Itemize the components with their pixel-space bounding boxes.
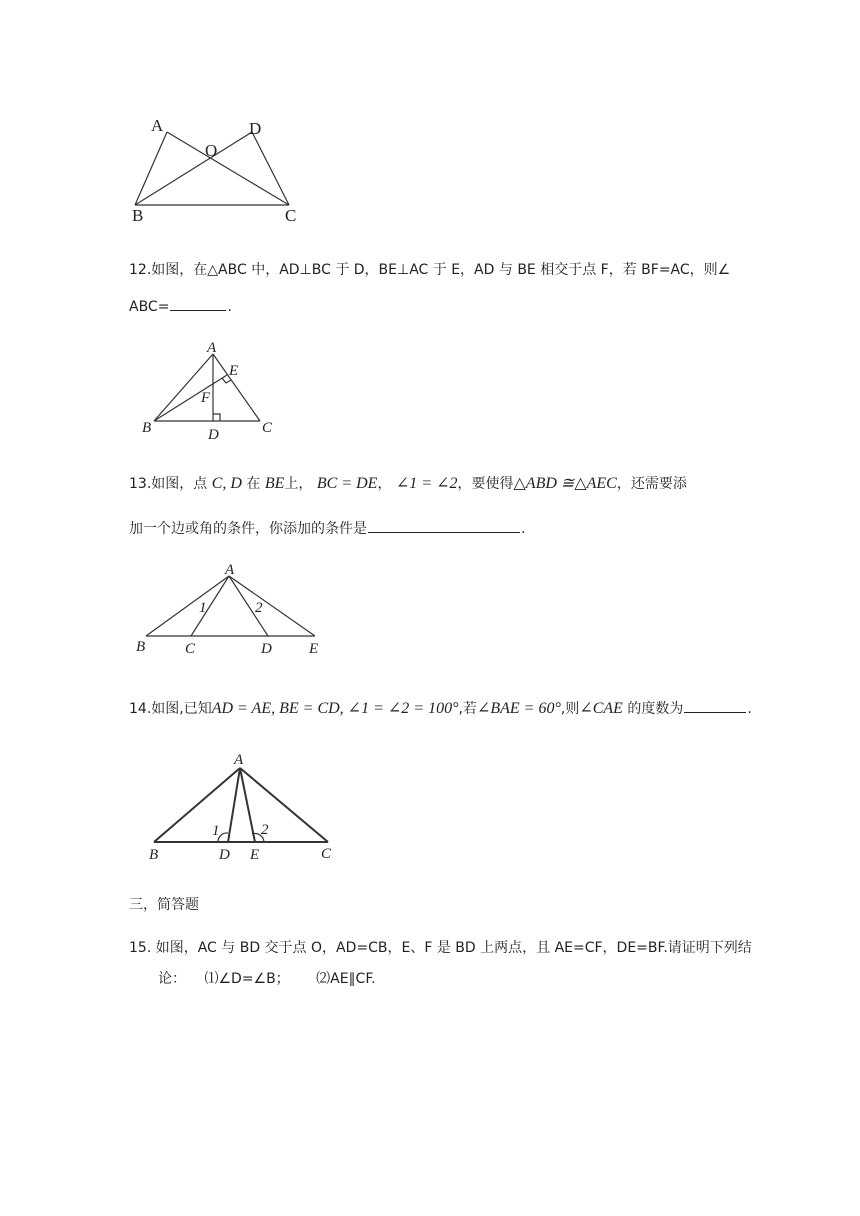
- q13-label-2: 2: [255, 600, 263, 616]
- q12-segment-ab: [154, 354, 213, 421]
- q13-segment-ab: [146, 576, 229, 636]
- q14-math-cae: ∠CAE: [579, 700, 623, 717]
- q13-line2: [129, 519, 525, 539]
- q14-segment-ad: [228, 768, 240, 842]
- q13-math-eq: BC = DE: [316, 475, 378, 492]
- q13-segment-ae: [229, 576, 315, 636]
- q14-label-d: D: [219, 847, 230, 863]
- q12-line2: [129, 297, 232, 317]
- label-a: A: [151, 116, 164, 135]
- q14-label-a: A: [234, 752, 244, 768]
- q12-line1: 12.如图，在△ABC 中，AD⊥BC 于 D，BE⊥AC 于 E，AD 与 BE 相交于点 F，若 BF=AC，则∠: [129, 262, 731, 278]
- q13-label-d: D: [261, 641, 272, 657]
- q13-math-be: BE: [264, 475, 285, 492]
- q13-math-cd: C, D: [211, 475, 242, 492]
- q12-label-d: D: [208, 427, 219, 443]
- q14-math-given: AD = AE, BE = CD, ∠1 = ∠2 = 100°: [211, 700, 459, 717]
- figure-q14: [140, 745, 340, 870]
- q14-mid: ,若: [458, 701, 477, 717]
- q14-line: [129, 699, 752, 719]
- q13-text-c: 上，: [284, 476, 313, 492]
- q14-prefix: 14.如图,已知: [129, 701, 212, 717]
- q14-then: ,则: [560, 701, 580, 717]
- q12-label-b: B: [142, 420, 152, 436]
- section3-title: 三，简答题: [129, 897, 199, 913]
- q15-part1: ⑴∠D=∠B；: [204, 971, 290, 987]
- q12-label-e: E: [229, 363, 239, 379]
- label-c: C: [285, 206, 297, 225]
- q14-suffix: 的度数为: [627, 701, 684, 717]
- q14-label-1: 1: [212, 823, 220, 839]
- figure-q13: [130, 560, 330, 660]
- q12-answer-blank[interactable]: [170, 297, 226, 311]
- q14-label-2: 2: [261, 822, 269, 838]
- q13-math-cong: △ABD ≅△AEC: [513, 475, 617, 492]
- q13-line2-suffix: .: [521, 521, 526, 537]
- q12-label-c: C: [262, 420, 273, 436]
- q15-part2: ⑵AE∥CF.: [316, 971, 376, 987]
- q13-answer-blank[interactable]: [368, 519, 520, 533]
- q14-label-b: B: [149, 847, 159, 863]
- segment-ab: [135, 132, 167, 205]
- q13-text-e: ，要使得: [457, 476, 514, 492]
- q13-segment-ac: [191, 576, 229, 636]
- q14-segment-ab: [154, 768, 240, 842]
- q14-label-c: C: [321, 846, 332, 862]
- label-b: B: [132, 206, 144, 225]
- q13-text-a: 13.如图，点: [129, 476, 208, 492]
- q12-label-a: A: [207, 340, 217, 356]
- q14-end: .: [747, 701, 752, 717]
- q12-right-angle-d: [213, 414, 220, 421]
- q13-text-f: ，还需要添: [616, 476, 687, 492]
- q15-line1: 15. 如图，AC 与 BD 交于点 O，AD=CB，E、F 是 BD 上两点，且 AE=CF，DE=BF.请证明下列结: [129, 940, 752, 956]
- q12-label-f: F: [201, 390, 211, 406]
- q13-label-e: E: [309, 641, 319, 657]
- q13-text-d: ，: [377, 476, 392, 492]
- q13-label-a: A: [225, 562, 235, 578]
- q13-label-1: 1: [199, 600, 207, 616]
- q12-line2-prefix: ABC=: [129, 299, 170, 315]
- q13-line2-prefix: 加一个边或角的条件，你添加的条件是: [129, 521, 367, 537]
- q12-line2-suffix: .: [227, 299, 232, 315]
- q14-math-bae: ∠BAE = 60°: [476, 700, 561, 717]
- q13-line1: [129, 474, 687, 494]
- q13-label-c: C: [185, 641, 196, 657]
- figure-top-triangles: [125, 110, 315, 230]
- label-o: O: [205, 141, 218, 160]
- q15-line2-lead: 论：: [158, 971, 186, 987]
- label-d: D: [249, 119, 262, 138]
- q14-answer-blank[interactable]: [684, 699, 746, 713]
- q14-label-e: E: [250, 847, 260, 863]
- q13-text-b: 在: [246, 476, 261, 492]
- segment-bd: [135, 132, 252, 205]
- q13-math-angles: ∠1 = ∠2: [395, 475, 458, 492]
- q13-label-b: B: [136, 639, 146, 655]
- figure-q12: [138, 338, 283, 443]
- q15-line2: [158, 969, 376, 989]
